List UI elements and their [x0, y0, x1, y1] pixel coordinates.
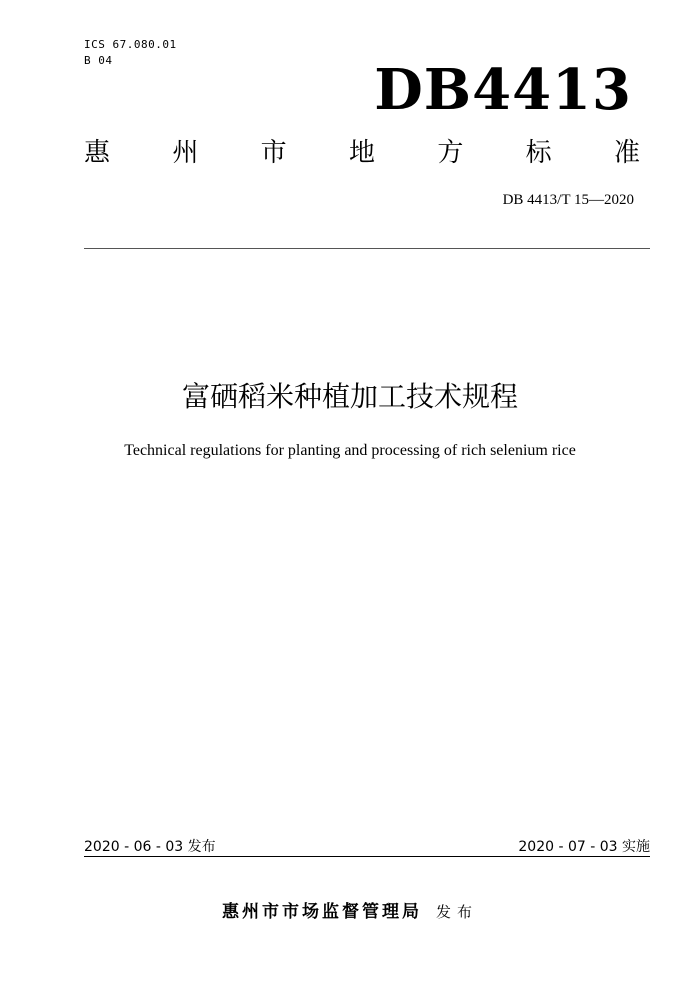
standard-type-char: 州	[172, 138, 199, 168]
standard-type-char: 惠	[84, 138, 111, 168]
ics-code: ICS 67.080.01	[84, 38, 177, 51]
standard-type-char: 标	[525, 138, 552, 168]
standard-type-char: 方	[437, 138, 464, 168]
standard-logo: DB4413	[374, 57, 632, 123]
issue-word: 发布	[435, 903, 478, 921]
issue-date: 2020 - 06 - 03 发布	[84, 839, 216, 855]
standard-type	[84, 137, 640, 169]
header-divider	[84, 248, 650, 249]
standard-code: DB 4413/T 15—2020	[502, 192, 634, 208]
document-title-chinese: 富硒稻米种植加工技术规程	[181, 380, 518, 413]
classification-code: B 04	[84, 54, 113, 67]
footer-divider	[84, 856, 650, 857]
issuing-authority: 惠州市市场监督管理局	[221, 902, 422, 922]
standard-type-char: 准	[613, 138, 640, 168]
standard-type-char: 地	[348, 138, 375, 168]
standard-type-char: 市	[260, 138, 287, 168]
document-title-english: Technical regulations for planting and processing of rich selenium rice	[124, 442, 576, 459]
issuer-line	[0, 900, 700, 924]
implementation-date: 2020 - 07 - 03 实施	[518, 839, 650, 855]
